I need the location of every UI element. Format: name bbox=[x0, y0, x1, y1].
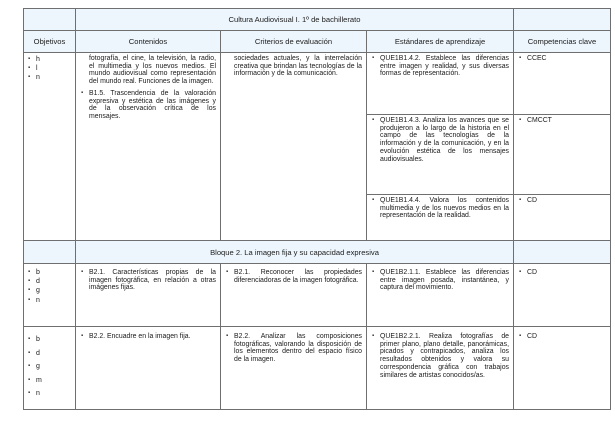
objetivo-item: ▪ d bbox=[28, 277, 75, 286]
estandar-text: ▪ QUE1B1.4.4. Valora los contenidos multimedia y de los nuevos medios en la representación de la realidad. bbox=[371, 197, 509, 220]
row1-objetivos bbox=[23, 52, 76, 241]
competencia-value: ▪ CD bbox=[518, 333, 606, 341]
header-criterios: Criterios de evaluación bbox=[220, 30, 367, 53]
objetivo-item: ▪ n bbox=[28, 387, 75, 401]
estandar-text: ▪ QUE1B2.2.1. Realiza fotografías de primer plano, plano detalle, panorámicas, picados y contrapicados, analiza los resultados obtenidos y valora su correspondencia gráfica con trabajos similares de artistas conocidos/as. bbox=[371, 333, 509, 379]
contenido-item: ▪ B2.2. Encuadre en la imagen fija. bbox=[80, 333, 216, 341]
header-competencias: Competencias clave bbox=[513, 30, 611, 53]
contenido-continued: fotografía, el cine, la televisión, la radio, el multimedia y los nuevos medios. El mundo audiovisual como representación del mundo real. Funciones de la imagen. bbox=[89, 55, 216, 86]
row3-objetivos bbox=[23, 326, 76, 410]
criterio-item: ▪ B2.2. Analizar las composiciones fotográficas, valorando la disposición de los elementos dentro del espacio físico de la imagen. bbox=[225, 333, 362, 364]
estandar-text: ▪ QUE1B2.1.1. Establece las diferencias entre imagen posada, instantánea, y captura del movimiento. bbox=[371, 269, 509, 292]
competencia-value: ▪ CCEC bbox=[518, 55, 606, 63]
row3-estandar bbox=[366, 326, 514, 410]
contenido-item: ▪ B1.5. Trascendencia de la valoración expresiva y estética de las imágenes y de la observación crítica de los mensajes. bbox=[80, 90, 216, 121]
row1-criterios bbox=[220, 52, 367, 241]
row1-competencia-1 bbox=[513, 52, 611, 115]
objetivo-item: ▪ g bbox=[28, 360, 75, 374]
row1-estandar-2 bbox=[366, 114, 514, 195]
objetivo-item: ▪ b bbox=[28, 333, 75, 347]
row2-contenido bbox=[75, 263, 221, 327]
header-contenidos: Contenidos bbox=[75, 30, 221, 53]
title-right-cell bbox=[513, 8, 611, 31]
row3-competencia bbox=[513, 326, 611, 410]
objetivo-item: ▪ l bbox=[28, 64, 75, 73]
row1-competencia-3 bbox=[513, 194, 611, 241]
row3-contenido bbox=[75, 326, 221, 410]
header-objetivos: Objetivos bbox=[23, 30, 76, 53]
row3-criterio bbox=[220, 326, 367, 410]
objetivo-item: ▪ m bbox=[28, 374, 75, 388]
objetivo-item: ▪ n bbox=[28, 296, 75, 305]
row2-estandar bbox=[366, 263, 514, 327]
contenido-item: ▪ B2.1. Características propias de la imagen fotográfica, en relación a otras imágenes fijas. bbox=[80, 269, 216, 292]
row1-estandar-3 bbox=[366, 194, 514, 241]
header-estandares: Estándares de aprendizaje bbox=[366, 30, 514, 53]
competencia-value: ▪ CD bbox=[518, 197, 606, 205]
row1-contenidos bbox=[75, 52, 221, 241]
bloque2-title: Bloque 2. La imagen fija y su capacidad expresiva bbox=[75, 240, 514, 264]
objetivo-item: ▪ g bbox=[28, 286, 75, 295]
bloque2-right-cell bbox=[513, 240, 611, 264]
objetivo-item: ▪ h bbox=[28, 55, 75, 64]
row1-competencia-2 bbox=[513, 114, 611, 195]
objetivo-item: ▪ d bbox=[28, 347, 75, 361]
row2-competencia bbox=[513, 263, 611, 327]
estandar-text: ▪ QUE1B1.4.3. Analiza los avances que se produjeron a lo largo de la historia en el campo de las tecnologías de la información y de la comunicación, y en la evolución estética de los mensajes audiovisuales. bbox=[371, 117, 509, 163]
row2-criterio bbox=[220, 263, 367, 327]
row2-objetivos bbox=[23, 263, 76, 327]
estandar-text: ▪ QUE1B1.4.2. Establece las diferencias entre imagen y realidad, y sus diversas formas de representación. bbox=[371, 55, 509, 78]
criterio-item: ▪ B2.1. Reconocer las propiedades diferenciadoras de la imagen fotográfica. bbox=[225, 269, 362, 284]
table-title: Cultura Audiovisual I. 1º de bachillerato bbox=[75, 8, 514, 31]
bloque2-left-cell bbox=[23, 240, 76, 264]
objetivo-item: ▪ b bbox=[28, 268, 75, 277]
objetivo-item: ▪ n bbox=[28, 73, 75, 82]
criterio-continued: sociedades actuales, y la interrelación creativa que brindan las tecnologías de la información y de la comunicación. bbox=[234, 55, 362, 78]
row1-estandar-1 bbox=[366, 52, 514, 115]
competencia-value: ▪ CMCCT bbox=[518, 117, 606, 125]
title-corner-cell bbox=[23, 8, 76, 31]
curriculum-table bbox=[23, 8, 611, 410]
competencia-value: ▪ CD bbox=[518, 269, 606, 277]
